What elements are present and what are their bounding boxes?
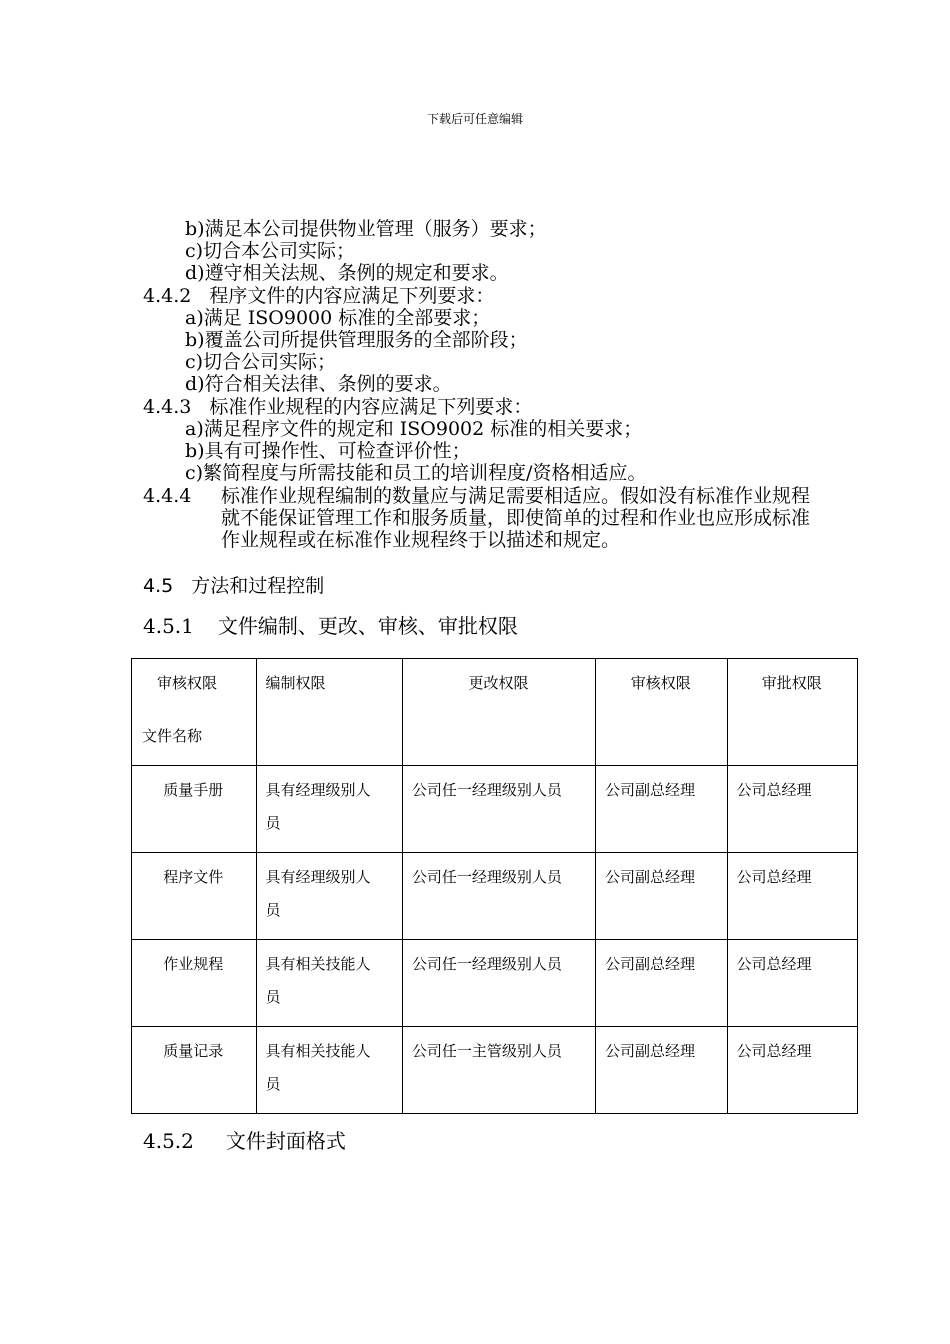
section-title: 方法和过程控制 — [191, 575, 325, 597]
list-item: c)切合本公司实际； — [185, 240, 356, 262]
section-number: 4.5 — [143, 575, 174, 597]
table-cell — [256, 766, 402, 853]
table-header-cell — [256, 659, 402, 766]
corner-top-label: 审核权限 — [157, 674, 218, 692]
table-cell — [596, 940, 727, 1027]
table-cell — [256, 940, 402, 1027]
table-row — [132, 940, 858, 1027]
table-cell — [256, 1027, 402, 1114]
table-cell — [727, 1027, 858, 1114]
approve-permission: 公司总经理 — [736, 1042, 812, 1060]
section-heading-4-5-1 — [143, 613, 518, 639]
section-heading-4-5-2 — [143, 1128, 346, 1154]
approve-permission: 公司总经理 — [736, 955, 812, 973]
table-header-cell — [596, 659, 727, 766]
section-paragraph-4-4-4 — [143, 485, 823, 551]
table-cell — [132, 1027, 257, 1114]
table-row — [132, 1027, 858, 1114]
compile-permission-cont: 员 — [265, 814, 281, 832]
header-review: 审核权限 — [630, 674, 691, 692]
table-cell — [132, 766, 257, 853]
compile-permission-cont: 员 — [265, 1075, 281, 1093]
section-title: 标准作业规程的内容应满足下列要求： — [209, 396, 533, 418]
table-cell — [256, 853, 402, 940]
section-number: 4.4.3 — [143, 396, 192, 418]
document-name: 质量手册 — [163, 781, 224, 799]
compile-permission-cont: 员 — [265, 901, 281, 919]
table-cell — [596, 766, 727, 853]
table-cell — [402, 1027, 595, 1114]
table-row — [132, 766, 858, 853]
corner-bottom-label: 文件名称 — [142, 727, 203, 745]
header-approve: 审批权限 — [761, 674, 822, 692]
section-number: 4.4.2 — [143, 285, 192, 307]
list-item: b)满足本公司提供物业管理（服务）要求； — [185, 218, 547, 240]
table-cell — [727, 940, 858, 1027]
list-item: c)切合公司实际； — [185, 351, 337, 373]
header-change: 更改权限 — [468, 674, 529, 692]
compile-permission: 具有相关技能人 — [265, 955, 371, 973]
change-permission: 公司任一经理级别人员 — [411, 781, 562, 799]
list-item: a)满足程序文件的规定和 ISO9002 标准的相关要求； — [185, 418, 643, 440]
table-corner-cell — [132, 659, 257, 766]
table-cell — [402, 766, 595, 853]
document-name: 质量记录 — [163, 1042, 224, 1060]
section-heading-4-4-3 — [143, 396, 532, 418]
approve-permission: 公司总经理 — [736, 781, 812, 799]
table-cell — [727, 766, 858, 853]
section-title: 文件编制、更改、审核、审批权限 — [217, 614, 518, 638]
table-cell — [402, 853, 595, 940]
compile-permission: 具有经理级别人 — [265, 868, 371, 886]
table-cell — [402, 940, 595, 1027]
list-item: a)满足 ISO9000 标准的全部要求； — [185, 307, 491, 329]
review-permission: 公司副总经理 — [605, 1042, 696, 1060]
section-number: 4.5.1 — [143, 614, 194, 638]
review-permission: 公司副总经理 — [605, 868, 696, 886]
permissions-table — [131, 658, 858, 1114]
compile-permission-cont: 员 — [265, 988, 281, 1006]
table-header-cell — [727, 659, 858, 766]
section-heading-4-4-2 — [143, 285, 494, 307]
list-item: b)覆盖公司所提供管理服务的全部阶段； — [185, 329, 528, 351]
table-cell — [596, 1027, 727, 1114]
table-header-row — [132, 659, 858, 766]
section-title: 文件封面格式 — [225, 1129, 346, 1153]
section-title: 程序文件的内容应满足下列要求： — [209, 285, 495, 307]
change-permission: 公司任一主管级别人员 — [411, 1042, 562, 1060]
document-name: 程序文件 — [163, 868, 224, 886]
table-cell — [727, 853, 858, 940]
table-cell — [132, 853, 257, 940]
compile-permission: 具有相关技能人 — [265, 1042, 371, 1060]
review-permission: 公司副总经理 — [605, 781, 696, 799]
review-permission: 公司副总经理 — [605, 955, 696, 973]
approve-permission: 公司总经理 — [736, 868, 812, 886]
change-permission: 公司任一经理级别人员 — [411, 868, 562, 886]
list-item: d)符合相关法律、条例的要求。 — [185, 373, 452, 395]
page-header-note: 下载后可任意编辑 — [426, 112, 523, 126]
section-heading-4-5 — [143, 573, 324, 599]
section-number: 4.5.2 — [143, 1129, 194, 1153]
section-number: 4.4.4 — [143, 485, 192, 507]
table-row — [132, 853, 858, 940]
table-cell — [132, 940, 257, 1027]
table-cell — [596, 853, 727, 940]
list-item: c)繁简程度与所需技能和员工的培训程度/资格相适应。 — [185, 462, 647, 484]
compile-permission: 具有经理级别人 — [265, 781, 371, 799]
section-text: 标准作业规程编制的数量应与满足需要相适应。假如没有标准作业规程就不能保证管理工作和服务质量，即使简单的过程和作业也应形成标准作业规程或在标准作业规程终于以描述和规定。 — [221, 485, 811, 551]
document-name: 作业规程 — [163, 955, 224, 973]
change-permission: 公司任一经理级别人员 — [411, 955, 562, 973]
list-item: b)具有可操作性、可检查评价性； — [185, 440, 471, 462]
list-item: d)遵守相关法规、条例的规定和要求。 — [185, 262, 509, 284]
table-header-cell — [402, 659, 595, 766]
header-compile: 编制权限 — [265, 674, 326, 692]
